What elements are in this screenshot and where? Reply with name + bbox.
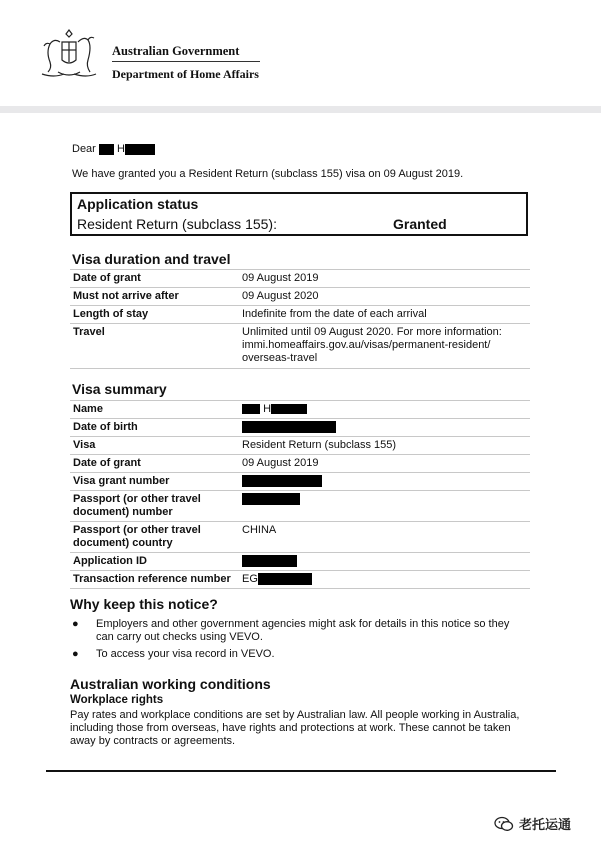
table-row [70,324,530,369]
intro-text: We have granted you a Resident Return (subclass 155) visa on 09 August 2019. [72,168,464,180]
government-name: Australian Government [112,44,240,58]
table-row [70,553,530,571]
table-row [70,455,530,473]
why-title: Why keep this notice? [70,596,218,612]
wechat-icon [494,816,514,832]
row-key-line: document) country [73,537,173,549]
table-row [70,288,530,306]
status-result: Granted [393,216,447,232]
redaction-block [242,475,322,487]
bullet-text: can carry out checks using VEVO. [96,631,263,643]
bullet-text: Employers and other government agencies might ask for details in this notice so they [96,618,510,630]
redaction-block [258,573,312,585]
watermark [494,814,571,833]
reference-prefix: EG [242,573,258,585]
row-key: Length of stay [73,308,149,320]
row-value: 09 August 2019 [242,457,319,469]
header-band [0,106,601,113]
table-row [70,571,530,589]
coat-of-arms-icon [36,28,102,82]
redaction-block [242,421,336,433]
row-value [242,403,527,416]
duration-table [70,269,530,369]
table-row [70,473,530,491]
travel-line-1: Unlimited until 09 August 2020. For more information: [242,326,502,338]
travel-link[interactable]: immi.homeaffairs.gov.au/visas/permanent-resident/ [242,339,491,351]
status-visa: Resident Return (subclass 155): [77,216,277,232]
bullet-text: To access your visa record in VEVO. [96,648,275,660]
row-value [242,475,527,488]
list-item [70,618,540,644]
row-value [242,493,527,506]
table-row [70,437,530,455]
bullet-icon: ● [72,648,79,660]
redaction-block [125,144,155,155]
table-row [70,306,530,324]
application-status-box [70,192,528,236]
row-key-line: document) number [73,506,173,518]
working-title: Australian working conditions [70,676,271,692]
list-item [70,648,540,661]
table-row [70,522,530,553]
letterhead [0,0,601,114]
table-row [70,401,530,419]
table-row [70,270,530,288]
paragraph-line: including those from overseas, have rights and protections at work. These cannot be taken [70,722,511,734]
row-value: 09 August 2020 [242,290,319,302]
redaction-block [99,144,114,155]
watermark-text: 老托运通 [519,817,572,832]
row-key: Name [73,403,103,415]
row-key [73,524,233,550]
travel-link-cont[interactable]: overseas-travel [242,352,318,364]
row-key: Must not arrive after [73,290,179,302]
redaction-block [242,493,300,505]
row-key: Visa [73,439,96,451]
row-value [242,421,527,434]
row-key: Date of grant [73,457,141,469]
table-row [70,491,530,522]
summary-table [70,400,530,589]
row-value [242,555,527,568]
row-key: Date of grant [73,272,141,284]
working-subtitle: Workplace rights [70,694,164,706]
name-initial: H [263,403,272,415]
row-key: Application ID [73,555,147,567]
row-key-line: Passport (or other travel [73,493,201,505]
header-divider [112,61,260,62]
row-value [242,573,527,586]
summary-title: Visa summary [72,381,167,397]
row-key: Transaction reference number [73,573,231,585]
greeting-prefix: Dear [72,143,96,155]
row-key: Travel [73,326,105,338]
row-value: Resident Return (subclass 155) [242,439,397,451]
table-row [70,419,530,437]
bullet-icon: ● [72,618,79,630]
row-value [242,326,527,365]
redaction-block [242,555,297,567]
paragraph-line: Pay rates and workplace conditions are set by Australian law. All people working in Australia, [70,709,520,721]
row-value: Indefinite from the date of each arrival [242,308,427,320]
row-key-line: Passport (or other travel [73,524,201,536]
redaction-block [242,404,260,414]
working-paragraph [70,709,519,748]
status-title: Application status [77,196,199,212]
greeting-initial: H [116,143,125,155]
why-bullets [70,618,540,665]
row-key: Date of birth [73,421,138,433]
row-key [73,493,233,519]
duration-title: Visa duration and travel [72,251,231,267]
redaction-block [271,404,307,414]
footer-divider [46,770,556,772]
paragraph-line: away by contracts or agreements. [70,735,236,747]
department-name: Department of Home Affairs [112,67,259,81]
row-value: 09 August 2019 [242,272,319,284]
greeting [72,143,155,155]
row-value: CHINA [242,524,277,536]
row-key: Visa grant number [73,475,170,487]
